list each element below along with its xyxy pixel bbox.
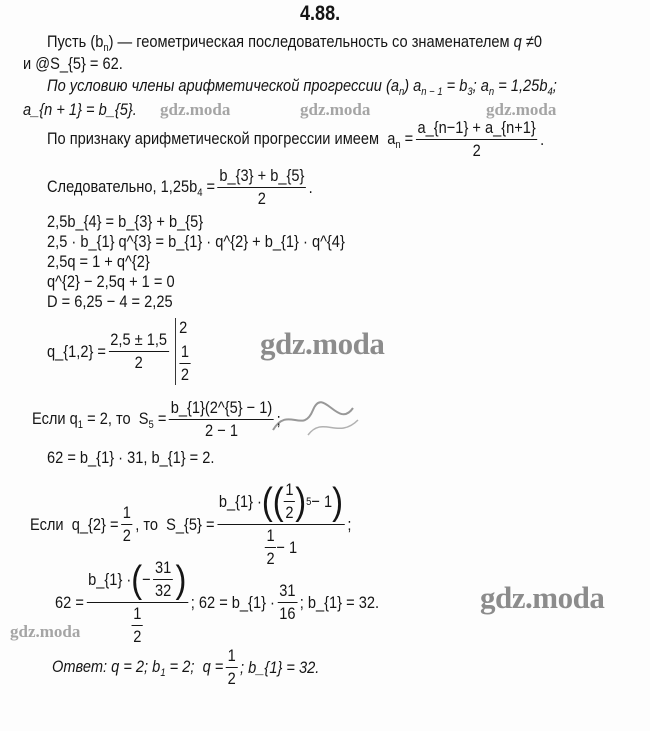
case-1-result [47,448,214,468]
math-text: 62 = [55,592,84,612]
equation-text: 2,5q = 1 + q^{2} [47,252,150,271]
math-text: 2 [134,353,143,372]
math-text: 32 [154,581,172,600]
math-text: 16 [279,604,296,623]
math-text: − [142,569,151,589]
math-text: 1 [179,342,191,364]
roots-set [175,318,191,385]
fraction [169,398,274,441]
math-text: 1 [121,503,133,525]
equation-3 [47,252,150,272]
intro-line-2 [23,54,123,74]
math-text: 1 [265,526,277,548]
equation-1 [47,212,203,232]
watermark: gdz.moda [10,622,81,641]
watermark: gdz.moda [480,580,605,615]
math-text: D = 6,25 − 4 = 2,25 [47,292,173,311]
case-1-result-text: 62 = b_{1} · 31, b_{1} = 2. [47,448,215,467]
equation-text: 2,5 · b_{1} q^{3} = b_{1} · q^{2} + b_{1} · q^{4} [47,232,345,251]
math-text: По условию члены арифметической прогрессии $(a_n) a_{n - 1} = b_3$; $a_n = 1,25b_4$; [47,76,557,98]
fraction [109,330,169,373]
math-text: По признаку арифметической прогрессии имеем $a_n$ = [47,128,414,151]
math-text: 2,5 ± 1,5 [109,330,169,352]
problem-number: 4.88. [300,2,341,25]
math-text: 2 [472,141,481,160]
fraction: b_{1} · ( − $\frac{31}{32}$ ) 1 2 [88,558,187,646]
math-text: 2 [180,365,189,384]
case-2-text: Если q_{2} = [30,514,119,534]
math-text: Пусть $(b_n)$ — геометрическая последовательность со знаменателем q ≠0 [47,32,543,54]
watermark: gdz.moda [486,100,557,119]
math-text: 2 [266,549,275,568]
exponent: 5 [306,495,312,508]
intro-text-2: и @S_{5} = 62. [23,54,123,73]
condition-line-2 [23,100,137,120]
discriminant [47,292,173,312]
math-text: 2 [133,627,142,646]
equation-2 [47,232,345,252]
roots-lhs: q_{1,2} = [47,341,106,361]
fraction: b_{1} · ( ( 1 2 ) 5 − 1 ) 1 2 − 1 [218,480,344,568]
equation-text: 2,5b_{4} = b_{3} + b_{5} [47,212,204,231]
math-text: 1 [226,646,238,668]
condition-text-2: a_{n + 1} = b_{5}. [23,100,137,119]
answer-end: ; b_{1} = 32. [240,657,320,677]
math-text: − 1 [276,537,298,557]
case-2-result [55,558,379,647]
math-text: Если $q_1 = 2$, то $S_5$ = [32,408,167,431]
numerator: b_{1}(2^{5} − 1) [169,398,274,420]
math-text: 31 [153,558,173,580]
math-text: 1 [132,604,144,626]
math-text: 2 [179,318,188,337]
math-text: − 1 [311,491,333,511]
consequence-line: Следовательно, $1,25b_4$ = $\frac{b\_\{3\} + b\_\{5\}}{2}$ . [47,166,313,208]
fraction [416,118,538,161]
intro-line-1 [47,32,542,54]
watermark: gdz.moda [160,100,231,119]
watermark: gdz.moda [260,326,385,361]
answer-line [52,646,319,689]
case-2-mid: , то S_{5} = [135,514,215,534]
math-text: Ответ: q = 2; $b_1 = 2$; q = [52,656,224,679]
math-text: 2 [227,669,236,688]
numerator: a_{n−1} + a_{n+1} [416,118,538,140]
b1-factor: b_{1} · [218,491,262,511]
math-text: 1 [284,480,296,502]
math-text: 2 [285,503,294,522]
case-2-result-mid: ; 62 = b_{1} · [190,592,275,612]
scribble-mark [268,400,363,440]
watermark: gdz.moda [300,100,371,119]
case-1-line: Если $q_1 = 2$, то $S_5$ = $\frac{b\_\{1\}(2\^{}\{5\} - 1)}{2 - 1}$ ; [32,398,281,440]
case-2-result-end: ; b_{1} = 32. [299,592,380,612]
math-text: Следовательно, $1,25b_4$ = [47,176,216,199]
equation-text: q^{2} − 2,5q + 1 = 0 [47,272,175,291]
roots-line [47,318,191,385]
math-text: 2 − 1 [205,421,238,440]
numerator: b_{3} + b_{5} [218,166,306,188]
arith-property-line: По признаку арифметической прогрессии имеем $a_n$ = $\frac{a\_\{n-1\} + a\_\{n+1\}}{2}$ . [47,118,545,160]
math-text: 31 [277,581,297,603]
math-text: 2 [122,526,131,545]
math-text: 2 [257,189,266,208]
case-2-line: Если q_{2} = $\frac{1}{2}$ , то S_{5} = b_{1} · ( ( 1 2 ) 5 − 1 ) 1 2 − 1 ; [30,480,352,568]
b1-factor: b_{1} · [88,569,132,589]
equation-4 [47,272,175,292]
fraction [218,166,306,209]
condition-line-1 [47,76,557,98]
